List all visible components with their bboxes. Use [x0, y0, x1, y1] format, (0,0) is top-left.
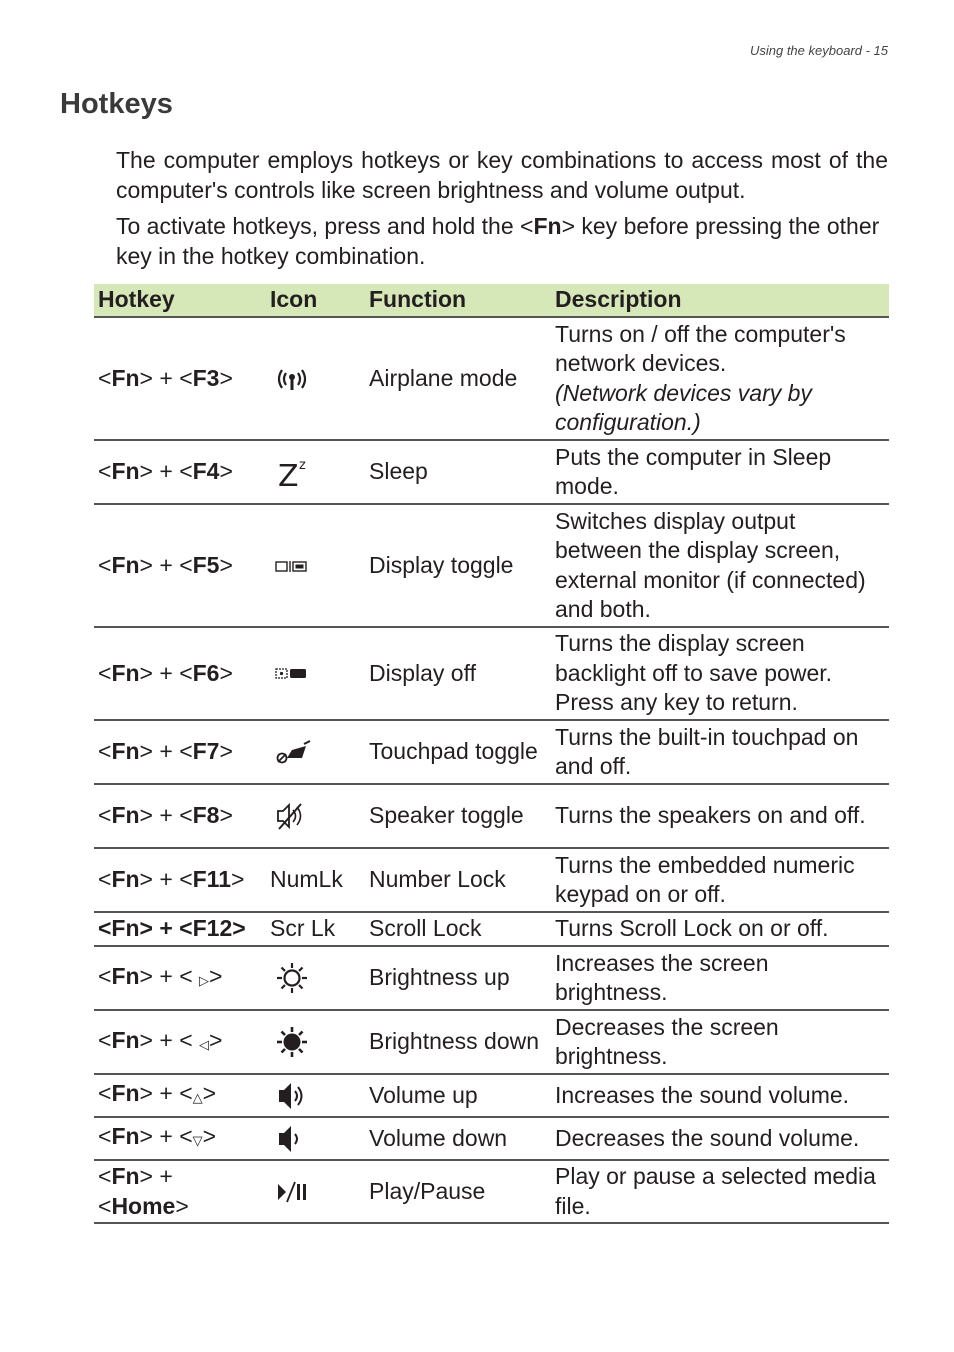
header-icon: Icon	[266, 284, 365, 317]
function-cell: Volume down	[365, 1117, 551, 1160]
hotkey-key: F11	[192, 866, 231, 893]
hotkey-key: Fn	[111, 364, 140, 391]
hotkeys-table	[94, 284, 889, 1224]
hotkey-key: Fn	[111, 659, 140, 686]
icon-cell	[266, 1160, 365, 1223]
description-cell: Switches display output between the display screen, external monitor (if connected) and both.	[551, 504, 889, 627]
hotkey-key: Fn	[111, 802, 140, 829]
volume-down-icon	[270, 1119, 314, 1159]
svg-text:z: z	[299, 458, 306, 473]
touchpad-toggle-icon	[270, 732, 314, 772]
function-cell: Number Lock	[365, 848, 551, 912]
hotkey-key: Fn	[111, 962, 140, 989]
up-arrow-key: △	[192, 1090, 203, 1106]
icon-cell	[266, 317, 365, 440]
hotkey-key: F4	[192, 458, 220, 485]
hotkey-key: F7	[192, 738, 220, 765]
description-cell: Turns the display screen backlight off to save power. Press any key to return.	[551, 627, 889, 720]
description-cell: Turns the speakers on and off.	[551, 784, 889, 848]
icon-cell	[266, 1074, 365, 1117]
svg-text:Z: Z	[278, 459, 299, 492]
description-cell: Turns the built-in touchpad on and off.	[551, 720, 889, 784]
brightness-up-icon	[270, 958, 314, 998]
icon-cell	[266, 504, 365, 627]
table-row	[94, 1160, 889, 1223]
display-off-icon	[270, 654, 314, 694]
airplane-mode-icon	[270, 359, 314, 399]
hotkey-key: Fn	[111, 1026, 140, 1053]
description-cell: Turns Scroll Lock on or off.	[551, 912, 889, 946]
hotkey-key: F6	[192, 659, 220, 686]
description-cell: Decreases the screen brightness.	[551, 1010, 889, 1074]
hotkey-cell: <Fn> + <△>	[94, 1074, 266, 1117]
hotkey-key: Fn	[111, 458, 140, 485]
instruction-paragraph	[116, 212, 888, 271]
table-row	[94, 504, 889, 627]
header-function: Function	[365, 284, 551, 317]
icon-cell	[266, 720, 365, 784]
fn-key-label: Fn	[533, 213, 562, 239]
table-row	[94, 1010, 889, 1074]
icon-cell: Scr Lk	[266, 912, 365, 946]
table-header-row	[94, 284, 889, 317]
icon-cell	[266, 1010, 365, 1074]
hotkey-key: Home	[111, 1192, 176, 1219]
intro-paragraph: The computer employs hotkeys or key combinations to access most of the computer's controls like screen brightness and volume output.	[116, 147, 888, 203]
speaker-toggle-icon	[270, 796, 314, 836]
running-header: Using the keyboard - 15	[749, 43, 888, 58]
icon-cell	[266, 627, 365, 720]
hotkey-key: Fn	[111, 866, 140, 893]
function-cell: Display toggle	[365, 504, 551, 627]
function-cell: Brightness down	[365, 1010, 551, 1074]
description-text: Turns on / off the computer's network devices.	[555, 320, 846, 376]
table-row	[94, 317, 889, 440]
description-note: (Network devices vary by configuration.)	[555, 379, 812, 435]
icon-cell	[266, 946, 365, 1010]
hotkey-cell: <Fn> + <F11>	[94, 848, 266, 912]
table-row	[94, 1117, 889, 1160]
sleep-icon	[270, 452, 314, 492]
hotkey-key: Fn	[111, 551, 140, 578]
hotkey-cell: <Fn> + <F6>	[94, 627, 266, 720]
volume-up-icon	[270, 1076, 314, 1116]
brightness-down-icon	[270, 1022, 314, 1062]
function-cell: Volume up	[365, 1074, 551, 1117]
header-hotkey: Hotkey	[94, 284, 266, 317]
header-description: Description	[551, 284, 889, 317]
function-cell: Sleep	[365, 440, 551, 504]
display-toggle-icon	[270, 546, 314, 586]
hotkey-cell: <Fn> + <F7>	[94, 720, 266, 784]
hotkey-cell: <Fn> + <F12>	[94, 912, 266, 946]
hotkey-key: Fn	[111, 1163, 140, 1189]
description-cell: Increases the sound volume.	[551, 1074, 889, 1117]
description-cell	[551, 317, 889, 440]
hotkey-cell: <Fn> + < ▷>	[94, 946, 266, 1010]
hotkey-cell: <Fn> + < ◁>	[94, 1010, 266, 1074]
description-cell: Decreases the sound volume.	[551, 1117, 889, 1160]
function-cell: Speaker toggle	[365, 784, 551, 848]
table-row	[94, 720, 889, 784]
table-row	[94, 627, 889, 720]
table-row	[94, 1074, 889, 1117]
icon-cell	[266, 1117, 365, 1160]
hotkey-key: F5	[192, 551, 220, 578]
hotkey-cell: <Fn> + <F5>	[94, 504, 266, 627]
function-cell: Brightness up	[365, 946, 551, 1010]
hotkey-key: Fn	[111, 1080, 140, 1107]
instruction-text-end: > key before pressing the other key in the hotkey combination.	[116, 213, 880, 269]
hotkey-cell: <Fn> + <F3>	[94, 317, 266, 440]
function-cell: Scroll Lock	[365, 912, 551, 946]
table-row	[94, 946, 889, 1010]
hotkey-key: F8	[192, 802, 220, 829]
hotkey-cell: <Fn> + <Home>	[94, 1160, 266, 1223]
function-cell: Play/Pause	[365, 1160, 551, 1223]
table-row	[94, 784, 889, 848]
description-cell: Turns the embedded numeric keypad on or off.	[551, 848, 889, 912]
icon-cell: NumLk	[266, 848, 365, 912]
hotkey-key: Fn	[111, 1123, 140, 1150]
down-arrow-key: ▽	[192, 1133, 203, 1149]
description-cell: Increases the screen brightness.	[551, 946, 889, 1010]
function-cell: Touchpad toggle	[365, 720, 551, 784]
hotkey-cell: <Fn> + <▽>	[94, 1117, 266, 1160]
hotkey-cell: <Fn> + <F4>	[94, 440, 266, 504]
function-cell: Display off	[365, 627, 551, 720]
table-row	[94, 440, 889, 504]
description-cell: Puts the computer in Sleep mode.	[551, 440, 889, 504]
icon-cell	[266, 784, 365, 848]
table-row	[94, 848, 889, 912]
left-arrow-key: ◁	[199, 1036, 210, 1052]
hotkey-key: F3	[192, 364, 220, 391]
instruction-text-start: To activate hotkeys, press and hold the <	[116, 213, 534, 239]
page-title: Hotkeys	[60, 88, 173, 120]
hotkey-key: Fn	[111, 738, 140, 765]
hotkey-cell: <Fn> + <F8>	[94, 784, 266, 848]
description-cell: Play or pause a selected media file.	[551, 1160, 889, 1223]
play-pause-icon	[270, 1172, 314, 1212]
right-arrow-key: ▷	[199, 972, 210, 988]
icon-cell	[266, 440, 365, 504]
function-cell: Airplane mode	[365, 317, 551, 440]
table-row	[94, 912, 889, 946]
